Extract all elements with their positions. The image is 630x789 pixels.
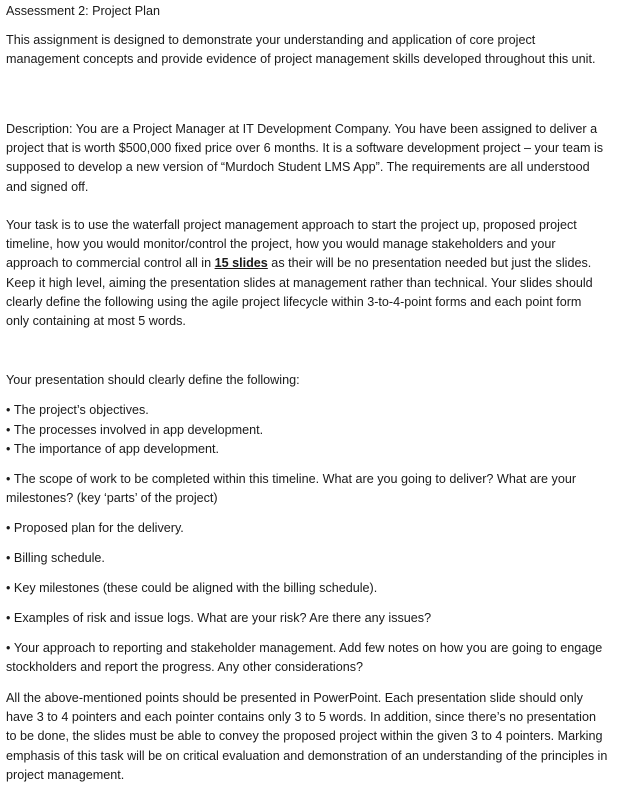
bullet-item: • Your approach to reporting and stakeholder management. Add few notes on how you are going to engage stockholders and report the progress. Any other considerations?	[6, 639, 608, 677]
bullet-item: • The importance of app development.	[6, 440, 608, 459]
document-title: Assessment 2: Project Plan	[6, 4, 160, 18]
bullet-item: • Examples of risk and issue logs. What are your risk? Are there any issues?	[6, 609, 608, 628]
bullet-item: • The processes involved in app development.	[6, 421, 608, 440]
bullet-item: • Billing schedule.	[6, 549, 608, 568]
task-paragraph	[6, 216, 608, 331]
closing-paragraph: All the above-mentioned points should be presented in PowerPoint. Each presentation slide should only have 3 to 4 pointers and each pointer contains only 3 to 5 words. In addition, since there’s no presentation to be done, the slides must be able to convey the proposed project within the given 3 to 4 pointers. Marking emphasis of this task will be on critical evaluation and demonstration of an understanding of the principles in project management.	[6, 691, 608, 782]
task-text-before: Your task is to use the waterfall project management approach to start the project up, proposed project timeline, how you would monitor/control the project, how you would manage stakeholders and your approach to commercial control all in	[6, 218, 577, 271]
bullet-item: • The scope of work to be completed within this timeline. What are you going to deliver? What are your milestones? (key ‘parts’ of the project)	[6, 470, 608, 508]
task-text-after: as their will be no presentation needed but just the slides. Keep it high level, aiming the presentation slides at management rather than technical. Your slides should clearly define the following using the agile project lifecycle within 3-to-4-point forms and each point form only containing at most 5 words.	[6, 256, 593, 329]
intro-paragraph: This assignment is designed to demonstrate your understanding and application of core project management concepts and provide evidence of project management skills developed throughout this unit.	[6, 33, 596, 67]
bullet-item: • The project’s objectives.	[6, 401, 608, 420]
description-paragraph: Description: You are a Project Manager at IT Development Company. You have been assigned to deliver a project that is worth $500,000 fixed price over 6 months. It is a software development project – your team is supposed to develop a new version of “Murdoch Student LMS App”. The requirements are all understood and signed off.	[6, 122, 604, 194]
task-emphasis: 15 slides	[214, 256, 268, 271]
bullet-item: • Key milestones (these could be aligned with the billing schedule).	[6, 579, 608, 598]
bullet-item: • Proposed plan for the delivery.	[6, 519, 608, 538]
define-intro: Your presentation should clearly define the following:	[6, 373, 300, 387]
